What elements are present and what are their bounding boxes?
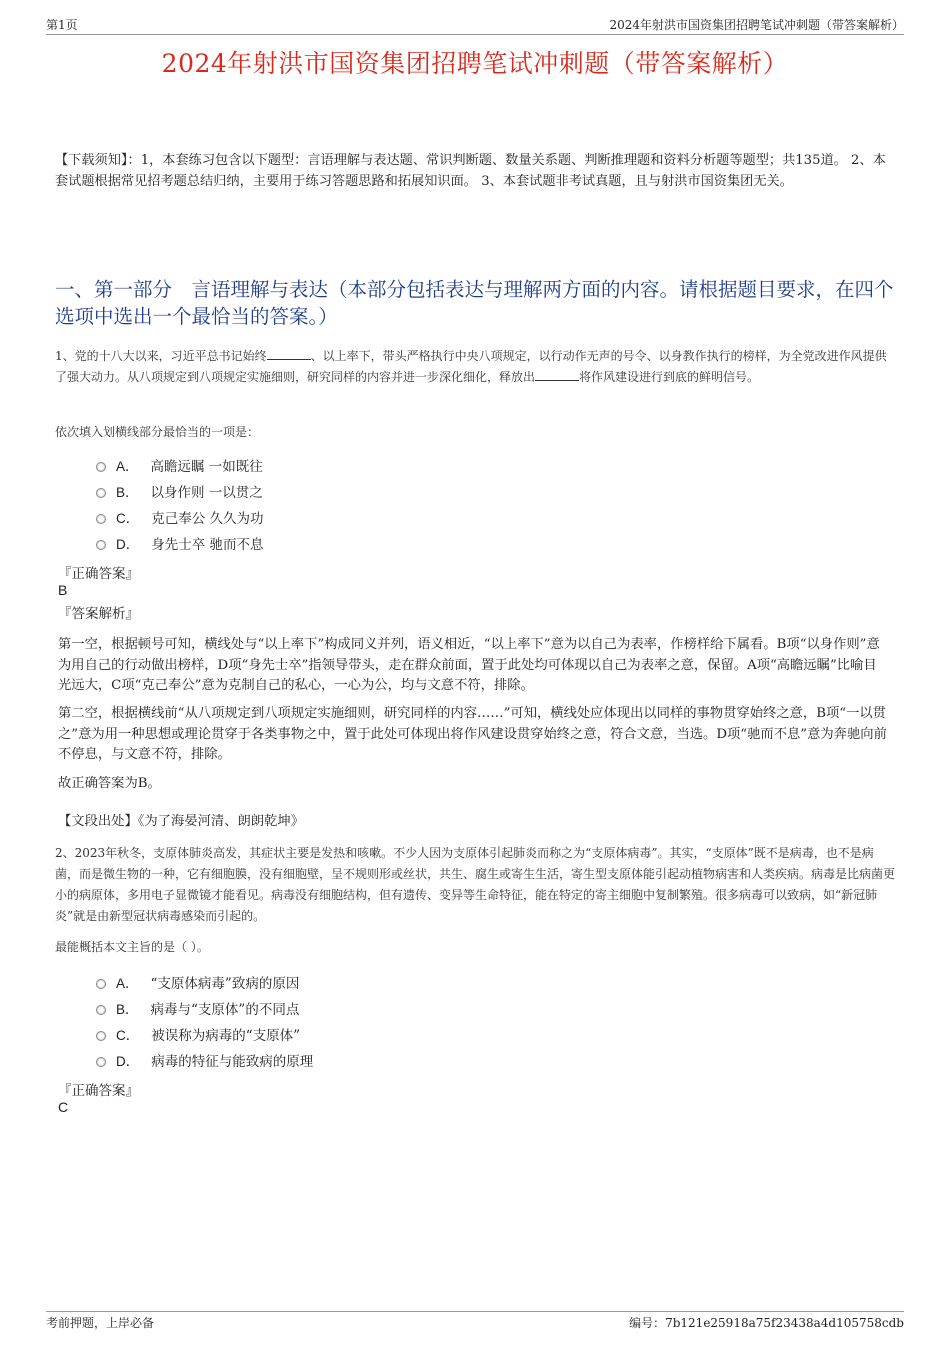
radio-icon[interactable] xyxy=(96,979,106,989)
blank-2 xyxy=(535,368,579,381)
blank-1 xyxy=(267,347,311,360)
answer-label: 『正确答案』 xyxy=(58,566,139,582)
option-d[interactable]: D． 身先士卒 驰而不息 xyxy=(96,530,264,556)
question-1-options xyxy=(96,452,264,556)
radio-icon[interactable] xyxy=(96,514,106,524)
option-c[interactable]: C． 被误称为病毒的“支原体” xyxy=(96,1021,313,1047)
question-2-options xyxy=(96,969,313,1073)
analysis-paragraph-2: 第二空，根据横线前“从八项规定到八项规定实施细则，研究同样的内容……”可知，横线处应体现出以同样的事物贯穿始终之意，B项“一以贯之”意为用一种思想或理论贯穿于各类事物之中，置于此处可体现出将作风建设贯穿始终之意，符合文意，当选。D项“驰而不息”意为奔驰向前不停息，与文意不符，排除。 xyxy=(58,706,887,762)
footer-slogan: 考前押题，上岸必备 xyxy=(46,1316,155,1330)
question-2-stem: 2、2023年秋冬，支原体肺炎高发，其症状主要是发热和咳嗽。不少人因为支原体引起肺炎而称之为“支原体病毒”。其实，“支原体”既不是病毒，也不是病菌，而是微生物的一种，它有细胞膜，没有细胞壁，呈不规则形或丝状，共生、腐生或寄生生活，寄生型支原体能引起动植物病害和人类疾病。病毒是比病菌更小的病原体，多用电子显微镜才能看见。病毒没有细胞结构，但有遗传、变异等生命特征，能在特定的寄主细胞中复制繁殖。很多病毒可以致病，如“新冠肺炎”就是由新型冠状病毒感染而引起的。 xyxy=(55,846,896,923)
page-header xyxy=(46,14,904,35)
radio-icon[interactable] xyxy=(96,540,106,550)
header-doc-title: 2024年射洪市国资集团招聘笔试冲刺题（带答案解析） xyxy=(609,18,904,32)
question-1-stem-part2: 、以上率下，带头严格执行中央八项规定，以行动作无声的号令、以身教作执行的榜样，为全党改进作风提供了强大动力。从八项规定到八项规定实施细则，研究同样的内容并进一步深化细化，释放出 xyxy=(55,349,887,384)
radio-icon[interactable] xyxy=(96,462,106,472)
radio-icon[interactable] xyxy=(96,1031,106,1041)
footer-divider xyxy=(46,1311,904,1312)
section-heading: 一、第一部分 言语理解与表达（本部分包括表达与理解两方面的内容。请根据题目要求，在四个选项中选出一个最恰当的答案。） xyxy=(55,278,894,328)
question-1-stem-part1: 1、党的十八大以来，习近平总书记始终 xyxy=(55,349,267,363)
download-notice: 【下载须知】：1，本套练习包含以下题型：言语理解与表达题、常识判断题、数量关系题、判断推理题和资料分析题等题型；共135道。 2、本套试题根据常见招考题总结归纳，主要用于练习答题思路和拓展知识面。 3、本套试题非考试真题，且与射洪市国资集团无关。 xyxy=(55,153,886,189)
analysis-paragraph-1: 第一空，根据顿号可知，横线处与“以上率下”构成同义并列，语义相近，“以上率下”意为以自己为表率，作榜样给下属看。B项“以身作则”意为用自己的行动做出榜样，D项“身先士卒”指领导带头，走在群众前面，置于此处均可体现以自己为表率之意，保留。A项“高瞻远瞩”比喻目光远大，C项“克己奉公”意为克制自己的私心，一心为公，均与文意不符，排除。 xyxy=(58,637,880,693)
page-number: 第1页 xyxy=(46,18,78,32)
question-2-prompt: 最能概括本文主旨的是（ ）。 xyxy=(55,940,209,954)
question-1-stem-part3: 将作风建设进行到底的鲜明信号。 xyxy=(579,370,760,384)
answer-value: C xyxy=(58,1099,69,1115)
option-b[interactable]: B． 病毒与“支原体”的不同点 xyxy=(96,995,313,1021)
footer-doc-id: 编号：7b121e25918a75f23438a4d105758cdb xyxy=(629,1316,904,1330)
analysis-label: 『答案解析』 xyxy=(58,606,139,622)
answer-value: B xyxy=(58,582,68,598)
answer-label: 『正确答案』 xyxy=(58,1083,139,1099)
analysis-conclusion: 故正确答案为B。 xyxy=(58,776,161,791)
option-a[interactable]: A． 高瞻远瞩 一如既往 xyxy=(96,452,264,478)
option-c[interactable]: C． 克己奉公 久久为功 xyxy=(96,504,264,530)
option-b[interactable]: B． 以身作则 一以贯之 xyxy=(96,478,264,504)
question-1-stem xyxy=(55,346,897,388)
option-a[interactable]: A． “支原体病毒”致病的原因 xyxy=(96,969,313,995)
document-title: 2024年射洪市国资集团招聘笔试冲刺题（带答案解析） xyxy=(161,49,789,78)
question-1-prompt: 依次填入划横线部分最恰当的一项是： xyxy=(55,425,260,439)
option-d[interactable]: D． 病毒的特征与能致病的原理 xyxy=(96,1047,313,1073)
radio-icon[interactable] xyxy=(96,488,106,498)
text-source: 【文段出处】《为了海晏河清、朗朗乾坤》 xyxy=(58,814,304,829)
radio-icon[interactable] xyxy=(96,1057,106,1067)
radio-icon[interactable] xyxy=(96,1005,106,1015)
